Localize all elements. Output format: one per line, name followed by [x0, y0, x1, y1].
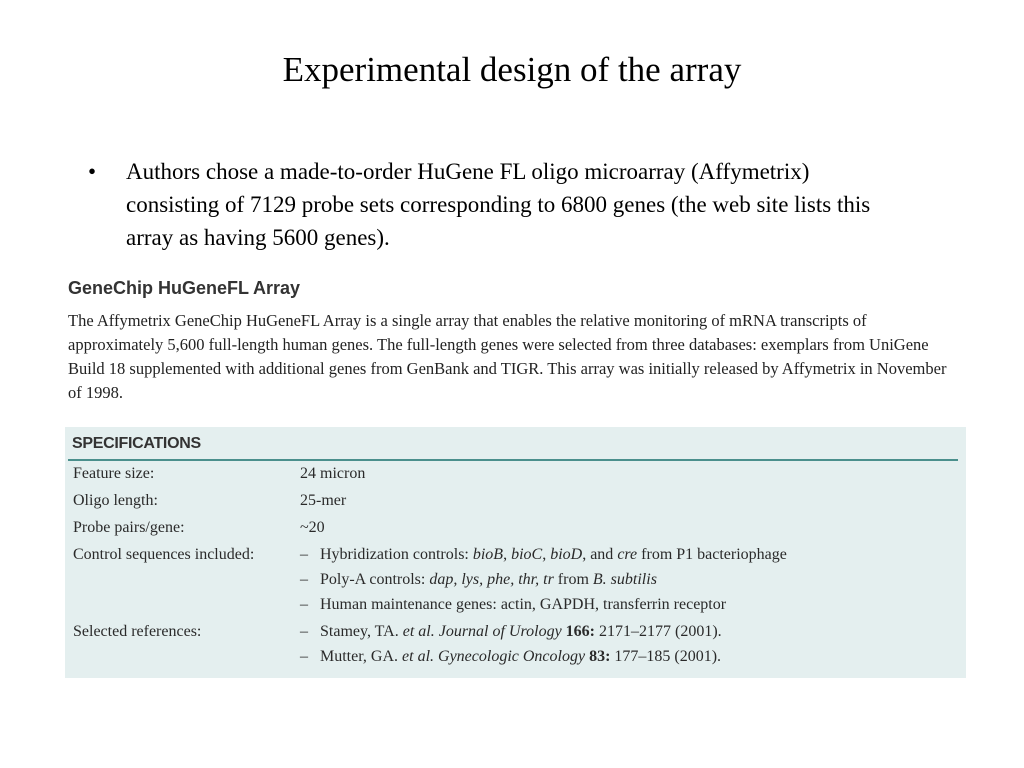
spec-label-selected-references: Selected references: — [73, 623, 202, 640]
spec-label-probe-pairs: Probe pairs/gene: — [73, 519, 185, 536]
list-dash: – — [300, 623, 308, 640]
slide-title: Experimental design of the array — [282, 50, 742, 89]
product-description: The Affymetrix GeneChip HuGeneFL Array is a single array that enables the relative monitoring of mRNA transcripts of approximately 5,600 full-length human genes. The full-length genes were selected from three databases: exemplars from UniGene Build 18 supplemented with additional genes from GenBank and TIGR. This array was initially released by Affymetrix in November of 1998. — [68, 311, 947, 402]
spec-value-oligo-length: 25-mer — [300, 492, 347, 509]
product-heading: GeneChip HuGeneFL Array — [68, 278, 301, 298]
spec-value-maintenance-genes: – Human maintenance genes: actin, GAPDH, transferrin receptor — [300, 596, 727, 613]
specifications-panel — [65, 427, 966, 678]
spec-value-hybridization-controls: – Hybridization controls: bioB, bioC, bioD, and cre from P1 bacteriophage — [300, 546, 787, 563]
list-dash: – — [300, 596, 308, 613]
spec-value-reference-1: – Stamey, TA. et al. Journal of Urology 166: 2171–2177 (2001). — [300, 623, 722, 640]
specifications-divider — [68, 459, 958, 461]
list-dash: – — [300, 648, 308, 665]
spec-value-reference-2: – Mutter, GA. et al. Gynecologic Oncology 83: 177–185 (2001). — [300, 648, 722, 665]
spec-label-control-sequences: Control sequences included: — [73, 546, 255, 563]
bullet-text: Authors chose a made-to-order HuGene FL oligo microarray (Affymetrix) consisting of 7129 probe sets corresponding to 6800 genes (the web site lists this array as having 5600 genes). — [126, 159, 871, 250]
list-dash: – — [300, 571, 308, 588]
spec-value-polya-controls: – Poly-A controls: dap, lys, phe, thr, tr from B. subtilis — [300, 571, 657, 588]
spec-value-feature-size: 24 micron — [300, 465, 366, 482]
spec-value-probe-pairs: ~20 — [300, 519, 325, 536]
list-dash: – — [300, 546, 308, 563]
spec-label-oligo-length: Oligo length: — [73, 492, 158, 509]
specifications-heading: SPECIFICATIONS — [72, 435, 201, 452]
bullet-marker: • — [88, 159, 97, 184]
spec-label-feature-size: Feature size: — [73, 465, 155, 482]
